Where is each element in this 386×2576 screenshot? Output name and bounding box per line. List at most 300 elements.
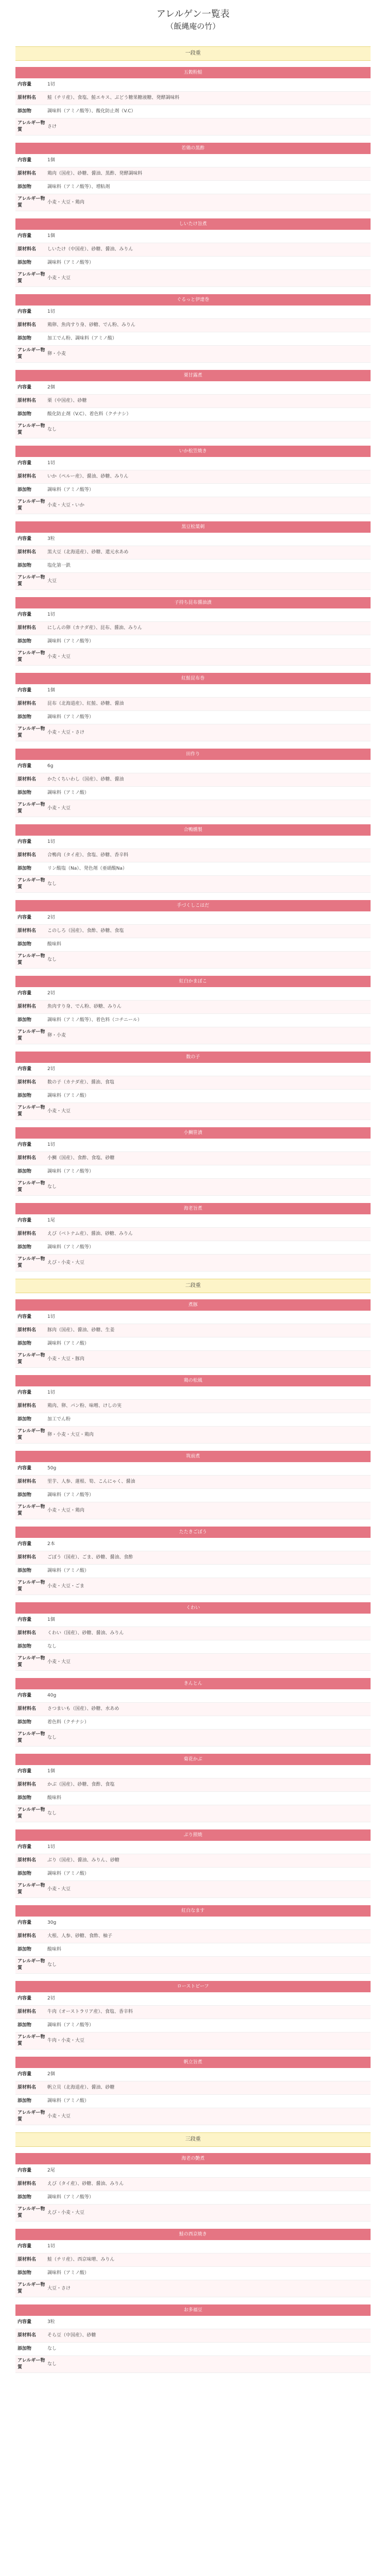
- item-name: 数の子: [15, 1052, 371, 1063]
- row-value: えび（タイ産）、砂糖、醤油、みりん: [47, 2181, 124, 2187]
- row-value: 鮭（チリ産）、食塩、鮭エキス、ぶどう糖果糖液糖、発酵調味料: [47, 95, 180, 100]
- item-row-content: [15, 1214, 371, 1228]
- item-row-content: [15, 1311, 371, 1324]
- item-section: [15, 1451, 371, 1519]
- row-value: なし: [47, 1184, 57, 1190]
- item-row-content: [15, 78, 371, 92]
- row-label: 原材料名: [17, 928, 37, 934]
- item-row-ingredients: [15, 243, 371, 257]
- item-row-allergens: [15, 2356, 371, 2373]
- row-value: なし: [47, 1735, 57, 1740]
- row-value: 2本: [47, 1541, 55, 1547]
- row-value: 調味料（アミノ酸）: [47, 2270, 90, 2276]
- row-label: アレルギー物質: [17, 2110, 45, 2122]
- row-value: 里芋、人参、蓮根、筍、こんにゃく、醤油: [47, 1479, 135, 1484]
- row-label: 添加物: [17, 1341, 32, 1346]
- row-label: 内容量: [17, 158, 32, 163]
- row-label: 内容量: [17, 2072, 32, 2077]
- row-value: さけ: [47, 124, 57, 129]
- row-value: 調味料（アミノ酸等）: [47, 1493, 94, 1498]
- item-row-additives: [15, 332, 371, 346]
- row-label: 内容量: [17, 1218, 32, 1223]
- item-section: [15, 1678, 371, 1747]
- row-label: 添加物: [17, 563, 32, 568]
- row-value: 2尾: [47, 2168, 55, 2173]
- row-value: 合鴨肉（タイ産）、食塩、砂糖、香辛料: [47, 853, 129, 858]
- item-name: 海老旨煮: [15, 1203, 371, 1214]
- row-value: ぶり（国産）、醤油、みりん、砂糖: [47, 1858, 120, 1863]
- row-label: 原材料名: [17, 323, 37, 328]
- item-section: [15, 1375, 371, 1444]
- item-name: 筑前煮: [15, 1451, 371, 1462]
- row-label: 原材料名: [17, 1631, 37, 1636]
- row-label: アレルギー物質: [17, 1029, 45, 1041]
- item-name: いか松笠焼き: [15, 446, 371, 457]
- row-value: 小麦・大豆・ごま: [47, 1583, 85, 1589]
- row-value: 小麦・大豆・豚肉: [47, 1356, 85, 1362]
- row-label: 内容量: [17, 1541, 32, 1547]
- row-value: 加工でん粉: [47, 1417, 71, 1422]
- item-row-content: [15, 2068, 371, 2081]
- item-row-content: [15, 1462, 371, 1476]
- row-value: 1個: [47, 688, 55, 693]
- row-value: 調味料（アミノ酸等）: [47, 1245, 94, 1250]
- row-label: アレルギー物質: [17, 348, 45, 360]
- row-label: 原材料名: [17, 171, 37, 176]
- item-row-allergens: [15, 421, 371, 438]
- item-name: 鮭の西京焼き: [15, 2229, 371, 2240]
- row-label: アレルギー物質: [17, 802, 45, 814]
- row-label: アレルギー物質: [17, 196, 45, 208]
- row-value: 豚肉（国産）、醤油、砂糖、生姜: [47, 1328, 115, 1333]
- row-value: 1個: [47, 1769, 55, 1774]
- row-value: なし: [47, 957, 57, 962]
- row-value: 加工でん粉、調味料（アミノ酸）: [47, 336, 117, 341]
- row-value: なし: [47, 2346, 57, 2351]
- row-value: 1切: [47, 1142, 55, 1147]
- row-value: 鮭（チリ産）、西京味噌、みりん: [47, 2257, 115, 2262]
- item-row-additives: [15, 1014, 371, 1027]
- row-value: 1切: [47, 2244, 55, 2249]
- item-row-ingredients: [15, 2006, 371, 2019]
- row-value: 卵・小麦: [47, 1032, 66, 1038]
- row-value: 小麦・大豆・鶏肉: [47, 199, 85, 205]
- item-row-ingredients: [15, 849, 371, 862]
- item-row-allergens: [15, 1103, 371, 1120]
- item-row-content: [15, 306, 371, 319]
- row-value: 栗（中国産）、砂糖: [47, 398, 87, 403]
- row-value: 3粒: [47, 536, 55, 541]
- row-label: 原材料名: [17, 95, 37, 100]
- row-value: 帆立貝（北海道産）、醤油、砂糖: [47, 2085, 115, 2090]
- item-row-content: [15, 1765, 371, 1778]
- item-row-additives: [15, 1640, 371, 1654]
- row-label: 内容量: [17, 1390, 32, 1395]
- row-label: 原材料名: [17, 1403, 37, 1409]
- row-label: 添加物: [17, 2346, 32, 2351]
- item-row-additives: [15, 1090, 371, 1103]
- row-label: 内容量: [17, 991, 32, 996]
- item-row-content: [15, 1063, 371, 1076]
- item-section: [15, 143, 371, 211]
- item-row-ingredients: [15, 395, 371, 408]
- row-value: そら豆（中国産）、砂糖: [47, 2333, 96, 2338]
- row-label: 内容量: [17, 688, 32, 693]
- item-row-allergens: [15, 1805, 371, 1822]
- item-section: [15, 673, 371, 741]
- item-row-ingredients: [15, 1930, 371, 1943]
- item-row-additives: [15, 862, 371, 876]
- row-value: 酸味料: [47, 1795, 62, 1801]
- item-row-ingredients: [15, 622, 371, 635]
- row-value: 鶏肉（国産）、砂糖、醤油、黒酢、発酵調味料: [47, 171, 143, 176]
- row-label: 添加物: [17, 2270, 32, 2276]
- row-value: 調味料（アミノ酸等）: [47, 2195, 94, 2200]
- row-label: 原材料名: [17, 853, 37, 858]
- row-value: 酸味料: [47, 942, 62, 947]
- row-value: かたくちいわし（国産）、砂糖、醤油: [47, 777, 124, 782]
- item-row-additives: [15, 2191, 371, 2205]
- row-value: 1個: [47, 1617, 55, 1622]
- item-row-ingredients: [15, 1551, 371, 1565]
- row-label: 添加物: [17, 1093, 32, 1098]
- row-value: 1切: [47, 1844, 55, 1850]
- item-row-ingredients: [15, 319, 371, 332]
- row-value: 魚肉すり身、でん粉、砂糖、みりん: [47, 1004, 122, 1009]
- row-value: 2切: [47, 1066, 55, 1072]
- category-heading: 二段重: [15, 1279, 371, 1293]
- document-subtitle: （飯縄庵の竹）: [166, 22, 220, 31]
- item-row-content: [15, 836, 371, 849]
- row-value: 調味料（アミノ酸等）: [47, 639, 94, 644]
- row-value: 調味料（アミノ酸）: [47, 1568, 90, 1573]
- item-section: [15, 2304, 371, 2373]
- item-row-allergens: [15, 270, 371, 287]
- item-row-content: [15, 760, 371, 773]
- item-row-allergens: [15, 2205, 371, 2222]
- row-label: アレルギー物質: [17, 1181, 45, 1193]
- row-value: 牛肉・小麦・大豆: [47, 2038, 85, 2043]
- row-value: 調味料（アミノ酸等）: [47, 2023, 94, 2028]
- row-label: 添加物: [17, 1871, 32, 1876]
- row-label: 添加物: [17, 790, 32, 795]
- row-value: 1切: [47, 309, 55, 314]
- row-label: アレルギー物質: [17, 499, 45, 511]
- row-label: 原材料名: [17, 1231, 37, 1236]
- item-row-allergens: [15, 1578, 371, 1595]
- row-label: 原材料名: [17, 474, 37, 479]
- item-row-additives: [15, 1241, 371, 1255]
- row-value: 小麦・大豆: [47, 2113, 71, 2119]
- item-section: [15, 1981, 371, 2049]
- row-label: 原材料名: [17, 1782, 37, 1787]
- row-value: 塩化第一鉄: [47, 563, 71, 568]
- row-value: ごぼう（国産）、ごま、砂糖、醤油、食酢: [47, 1555, 133, 1560]
- item-row-allergens: [15, 2280, 371, 2297]
- row-value: しいたけ（中国産）、砂糖、醤油、みりん: [47, 247, 133, 252]
- row-value: 調味料（アミノ酸等）、増粘剤: [47, 184, 110, 190]
- row-label: アレルギー物質: [17, 651, 45, 663]
- item-row-content: [15, 1614, 371, 1627]
- item-row-allergens: [15, 1179, 371, 1196]
- item-row-additives: [15, 1868, 371, 1881]
- row-value: 1切: [47, 1390, 55, 1395]
- row-label: アレルギー物質: [17, 1353, 45, 1365]
- row-label: アレルギー物質: [17, 2358, 45, 2370]
- row-value: なし: [47, 881, 57, 887]
- row-value: 小麦・大豆: [47, 1659, 71, 1665]
- row-label: 添加物: [17, 336, 32, 341]
- row-value: 黒大豆（北海道産）、砂糖、還元水あめ: [47, 550, 129, 555]
- row-value: 2個: [47, 385, 55, 390]
- row-label: 原材料名: [17, 398, 37, 403]
- item-row-ingredients: [15, 925, 371, 938]
- item-section: [15, 1905, 371, 1974]
- row-value: 調味料（アミノ酸等）: [47, 487, 94, 493]
- item-row-ingredients: [15, 1627, 371, 1640]
- row-label: アレルギー物質: [17, 1732, 45, 1743]
- row-label: 原材料名: [17, 625, 37, 631]
- row-value: えび（ベトナム産）、醤油、砂糖、みりん: [47, 1231, 133, 1236]
- row-label: アレルギー物質: [17, 1959, 45, 1971]
- item-name: 紅白なます: [15, 1905, 371, 1917]
- item-row-content: [15, 684, 371, 698]
- item-row-ingredients: [15, 546, 371, 560]
- row-label: 原材料名: [17, 1555, 37, 1560]
- item-name: 菊花かぶ: [15, 1754, 371, 1765]
- item-row-allergens: [15, 2108, 371, 2125]
- item-row-allergens: [15, 1957, 371, 1974]
- row-label: 添加物: [17, 715, 32, 720]
- item-row-ingredients: [15, 1324, 371, 1337]
- item-row-ingredients: [15, 2253, 371, 2267]
- row-label: 内容量: [17, 839, 32, 844]
- row-value: 鶏卵、魚肉すり身、砂糖、でん粉、みりん: [47, 323, 136, 328]
- row-label: アレルギー物質: [17, 1807, 45, 1819]
- allergen-table: [15, 46, 371, 2373]
- row-label: 内容量: [17, 2168, 32, 2173]
- row-value: 昆布（北海道産）、紅鮭、砂糖、醤油: [47, 701, 124, 706]
- row-value: 調味料（アミノ酸等）、酸化防止剤（V.C）: [47, 109, 136, 114]
- row-label: 内容量: [17, 1466, 32, 1471]
- item-row-additives: [15, 2343, 371, 2356]
- row-value: 1個: [47, 158, 55, 163]
- item-row-allergens: [15, 1654, 371, 1671]
- row-value: なし: [47, 2361, 57, 2367]
- row-label: 原材料名: [17, 1934, 37, 1939]
- row-label: アレルギー物質: [17, 272, 45, 284]
- row-label: 原材料名: [17, 1706, 37, 1711]
- item-section: [15, 1127, 371, 1196]
- item-row-ingredients: [15, 1476, 371, 1489]
- row-value: 50g: [47, 1466, 57, 1471]
- row-label: 内容量: [17, 764, 32, 769]
- item-row-content: [15, 1139, 371, 1152]
- item-row-content: [15, 154, 371, 167]
- category-heading: 三段重: [15, 2132, 371, 2147]
- item-row-additives: [15, 1565, 371, 1578]
- item-section: [15, 294, 371, 363]
- row-value: 調味料（アミノ酸）: [47, 790, 90, 795]
- row-value: 調味料（アミノ酸）: [47, 1871, 90, 1876]
- item-row-content: [15, 1992, 371, 2006]
- item-row-additives: [15, 1337, 371, 1351]
- item-section: [15, 824, 371, 893]
- item-row-ingredients: [15, 167, 371, 181]
- item-row-ingredients: [15, 2329, 371, 2343]
- item-row-ingredients: [15, 773, 371, 787]
- item-name: 五穀粉鮭: [15, 67, 371, 78]
- row-label: 添加物: [17, 1568, 32, 1573]
- item-section: [15, 1754, 371, 1822]
- row-value: 卵・小麦: [47, 351, 66, 357]
- item-name: きんとん: [15, 1678, 371, 1689]
- item-row-additives: [15, 1165, 371, 1179]
- row-label: 原材料名: [17, 2009, 37, 2014]
- row-label: 内容量: [17, 1920, 32, 1925]
- item-section: [15, 2153, 371, 2222]
- item-row-additives: [15, 1489, 371, 1502]
- row-value: 小麦・大豆: [47, 654, 71, 659]
- item-row-additives: [15, 1716, 371, 1730]
- row-value: 2切: [47, 991, 55, 996]
- item-row-allergens: [15, 724, 371, 741]
- item-row-ingredients: [15, 1703, 371, 1716]
- row-label: 原材料名: [17, 2181, 37, 2187]
- row-label: 添加物: [17, 260, 32, 265]
- row-value: このしろ（国産）、食酢、砂糖、食塩: [47, 928, 124, 934]
- item-row-ingredients: [15, 1076, 371, 1090]
- row-label: 内容量: [17, 1314, 32, 1319]
- item-section: [15, 521, 371, 590]
- item-section: [15, 976, 371, 1044]
- item-row-allergens: [15, 346, 371, 363]
- item-name: 田作り: [15, 749, 371, 760]
- item-row-content: [15, 1917, 371, 1930]
- row-value: 3粒: [47, 2319, 55, 2325]
- item-row-ingredients: [15, 1001, 371, 1014]
- item-row-ingredients: [15, 698, 371, 711]
- row-value: くわい（国産）、砂糖、醤油、みりん: [47, 1631, 124, 1636]
- row-label: アレルギー物質: [17, 1883, 45, 1895]
- item-row-additives: [15, 1943, 371, 1957]
- item-name: 紅鮭昆布巻: [15, 673, 371, 684]
- row-label: 添加物: [17, 1169, 32, 1174]
- item-name: ぶり照焼: [15, 1829, 371, 1841]
- item-section: [15, 900, 371, 969]
- row-value: 調味料（アミノ酸等）: [47, 715, 94, 720]
- item-row-allergens: [15, 649, 371, 666]
- row-value: 2切: [47, 915, 55, 920]
- item-row-allergens: [15, 497, 371, 514]
- item-section: [15, 218, 371, 287]
- row-label: 添加物: [17, 2195, 32, 2200]
- row-label: アレルギー物質: [17, 726, 45, 738]
- row-value: 2切: [47, 1996, 55, 2001]
- row-value: 調味料（アミノ酸）: [47, 1341, 90, 1346]
- row-label: アレルギー物質: [17, 2035, 45, 2046]
- row-value: 牛肉（オーストラリア産）、食塩、香辛料: [47, 2009, 133, 2014]
- row-value: 小麦・大豆・いか: [47, 502, 85, 508]
- row-value: 鶏肉、卵、パン粉、味噌、けしの実: [47, 1403, 122, 1409]
- item-row-additives: [15, 1792, 371, 1805]
- row-label: アレルギー物質: [17, 1257, 45, 1268]
- row-label: アレルギー物質: [17, 575, 45, 587]
- row-label: 内容量: [17, 612, 32, 617]
- item-row-ingredients: [15, 1778, 371, 1792]
- row-label: アレルギー物質: [17, 2282, 45, 2294]
- row-label: 内容量: [17, 309, 32, 314]
- item-name: 小鯛笹漬: [15, 1127, 371, 1139]
- row-label: 内容量: [17, 915, 32, 920]
- row-label: 内容量: [17, 1996, 32, 2001]
- row-label: 原材料名: [17, 247, 37, 252]
- item-section: [15, 1052, 371, 1120]
- item-section: [15, 1299, 371, 1368]
- item-name: 黒豆松葉刺: [15, 521, 371, 533]
- item-section: [15, 370, 371, 438]
- row-label: 内容量: [17, 2319, 32, 2325]
- item-row-allergens: [15, 1881, 371, 1898]
- item-row-additives: [15, 484, 371, 497]
- row-value: 数の子（カナダ産）、醤油、食塩: [47, 1080, 115, 1085]
- row-label: 原材料名: [17, 777, 37, 782]
- row-value: 調味料（アミノ酸等）: [47, 1169, 94, 1174]
- row-value: 大根、人参、砂糖、食酢、柚子: [47, 1934, 113, 1939]
- item-row-allergens: [15, 1255, 371, 1272]
- item-row-allergens: [15, 2032, 371, 2049]
- row-label: 原材料名: [17, 2333, 37, 2338]
- row-value: 小麦・大豆: [47, 1886, 71, 1892]
- row-label: 原材料名: [17, 1858, 37, 1863]
- row-label: 内容量: [17, 233, 32, 239]
- row-value: 小麦・大豆・鶏肉: [47, 1507, 85, 1513]
- row-label: アレルギー物質: [17, 121, 45, 132]
- row-value: 1切: [47, 839, 55, 844]
- item-name: お多福豆: [15, 2304, 371, 2316]
- row-label: アレルギー物質: [17, 1656, 45, 1668]
- row-value: 調味料（アミノ酸等）、着色料（コチニール）: [47, 1018, 142, 1023]
- item-name: 栗甘露煮: [15, 370, 371, 381]
- row-value: 小鯛（国産）、食酢、食塩、砂糖: [47, 1156, 115, 1161]
- row-value: なし: [47, 1810, 57, 1816]
- row-label: 添加物: [17, 412, 32, 417]
- row-value: 小麦・大豆: [47, 1108, 71, 1114]
- item-name: 合鴨燻製: [15, 824, 371, 836]
- item-section: [15, 1602, 371, 1671]
- row-value: 大豆・さけ: [47, 2285, 71, 2291]
- row-label: 添加物: [17, 1947, 32, 1952]
- row-value: なし: [47, 1962, 57, 1968]
- item-row-content: [15, 457, 371, 470]
- item-name: 帆立旨煮: [15, 2057, 371, 2068]
- row-value: 大豆: [47, 578, 57, 584]
- row-label: 原材料名: [17, 1479, 37, 1484]
- item-section: [15, 446, 371, 514]
- row-value: 1尾: [47, 1218, 55, 1223]
- row-label: 原材料名: [17, 550, 37, 555]
- row-value: 酸味料: [47, 1947, 62, 1952]
- item-row-content: [15, 1841, 371, 1854]
- item-row-content: [15, 2240, 371, 2253]
- row-label: 原材料名: [17, 2085, 37, 2090]
- item-row-allergens: [15, 194, 371, 211]
- item-section: [15, 2057, 371, 2125]
- item-row-content: [15, 381, 371, 395]
- row-label: 原材料名: [17, 1156, 37, 1161]
- row-label: 内容量: [17, 1617, 32, 1622]
- row-value: 1切: [47, 461, 55, 466]
